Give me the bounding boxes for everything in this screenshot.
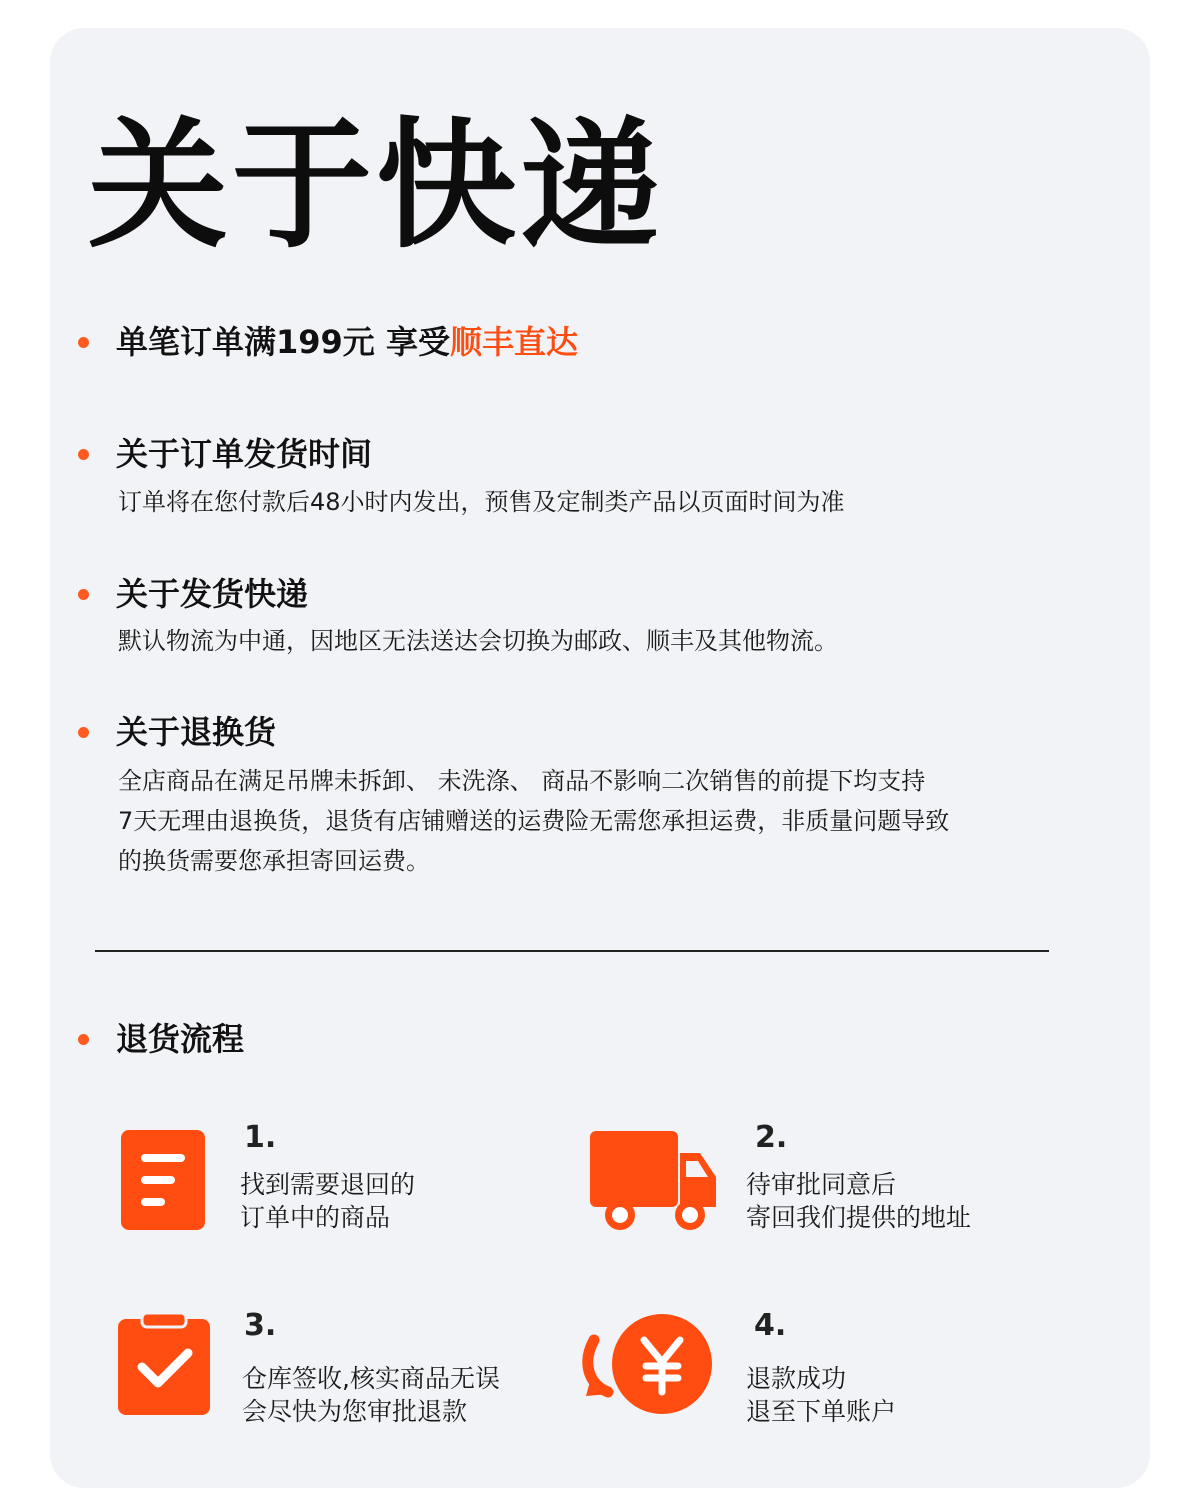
promo-highlight: 顺丰直达 <box>449 323 578 361</box>
bullet-dot <box>78 337 89 348</box>
section-heading-courier: 关于发货快递 <box>116 575 309 613</box>
step-text-line: 待审批同意后 <box>746 1170 897 1199</box>
delivery-truck-icon <box>588 1131 718 1235</box>
section-text-returns-line-1: 全店商品在满足吊牌未拆卸、 未洗涤、 商品不影响二次销售的前提下均支持 <box>118 767 926 795</box>
step-text-line: 找到需要退回的 <box>240 1170 416 1199</box>
section-text-courier: 默认物流为中通，因地区无法送达会切换为邮政、顺丰及其他物流。 <box>118 627 838 655</box>
step-number: 1. <box>244 1120 277 1155</box>
yuan-refund-icon <box>580 1312 716 1426</box>
promo-prefix: 单笔订单满199元 享受 <box>116 323 450 361</box>
bullet-dot <box>78 727 89 738</box>
step-number: 4. <box>754 1308 787 1343</box>
clipboard-check-icon <box>118 1313 210 1419</box>
process-heading: 退货流程 <box>116 1020 245 1058</box>
section-text-returns-line-3: 的换货需要您承担寄回运费。 <box>118 847 430 875</box>
step-text-line: 订单中的商品 <box>240 1203 391 1232</box>
step-number: 3. <box>244 1308 277 1343</box>
step-text-line: 会尽快为您审批退款 <box>242 1397 468 1426</box>
step-text-line: 仓库签收,核实商品无误 <box>242 1364 500 1393</box>
section-heading-returns: 关于退换货 <box>116 713 277 751</box>
bullet-dot <box>78 589 89 600</box>
step-text-line: 退至下单账户 <box>746 1397 897 1426</box>
divider <box>95 950 1049 952</box>
section-text-shipping-time: 订单将在您付款后48小时内发出，预售及定制类产品以页面时间为准 <box>118 488 845 516</box>
bullet-dot <box>78 449 89 460</box>
step-text-line: 寄回我们提供的地址 <box>746 1203 972 1232</box>
promo-heading <box>116 322 578 362</box>
step-text-line: 退款成功 <box>746 1364 847 1393</box>
bullet-dot <box>78 1034 89 1045</box>
page-title: 关于快递 <box>88 105 665 268</box>
document-list-icon <box>121 1130 205 1234</box>
section-text-returns-line-2: 7天无理由退换货，退货有店铺赠送的运费险无需您承担运费，非质量问题导致 <box>118 807 950 835</box>
step-number: 2. <box>755 1120 788 1155</box>
section-heading-shipping-time: 关于订单发货时间 <box>116 435 373 473</box>
